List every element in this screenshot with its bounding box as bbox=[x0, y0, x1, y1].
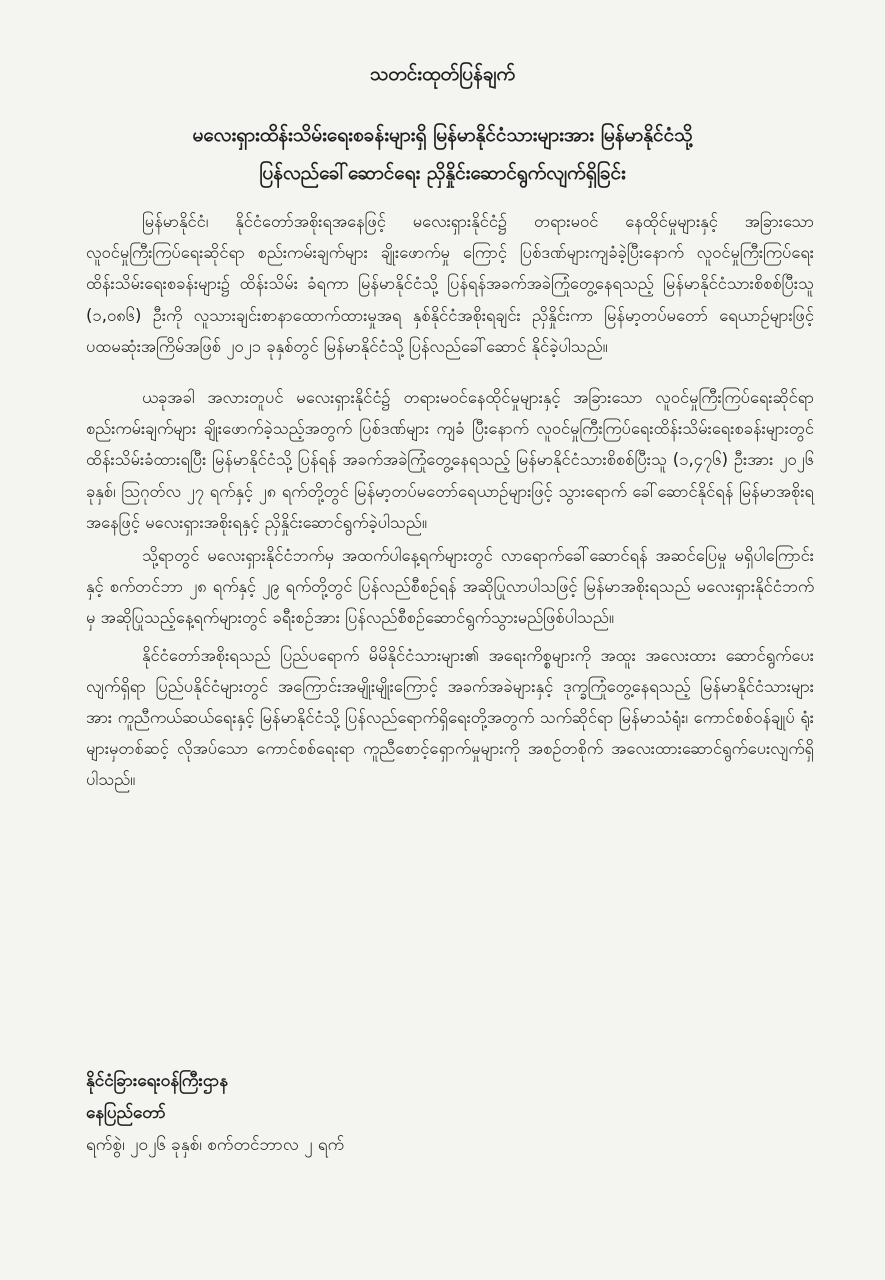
document-heading: သတင်းထုတ်ပြန်ချက် bbox=[369, 63, 516, 85]
document-subject bbox=[60, 116, 825, 192]
issuing-place: နေပြည်တော် bbox=[86, 1103, 166, 1123]
issue-date: ရက်စွဲ၊ ၂၀၂၆ ခုနှစ်၊ စက်တင်ဘာလ ၂ ရက် bbox=[86, 1135, 345, 1155]
body-paragraph: မြန်မာနိုင်ငံ၊ နိုင်ငံတော်အစိုးရအနေဖြင့် မလေးရှားနိုင်ငံ၌ တရားမဝင် နေထိုင်မှုများနှင့် အခြားသော လူဝင်မှုကြီးကြပ်ရေးဆိုင်ရာ စည်းကမ်းချက်များ ချိုးဖောက်မှု ကြောင့် ပြစ်ဒဏ်များကျခံခဲ့ပြီးနောက် လူဝင်မှုကြီးကြပ်ရေးထိန်းသိမ်းရေးစခန်းများ၌ ထိန်းသိမ်း ခံရကာ မြန်မာနိုင်ငံသို့ ပြန်ရန်အခက်အခဲကြုံတွေ့နေရသည့် မြန်မာနိုင်ငံသားစိစစ်ပြီးသူ (၁,၀၈၆) ဦးကို လူသားချင်းစာနာထောက်ထားမှုအရ နှစ်နိုင်ငံအစိုးရချင်း ညှိနှိုင်းကာ မြန်မာ့တပ်မတော် ရေယာဉ်များဖြင့် ပထမဆုံးအကြိမ်အဖြစ် ၂၀၂၁ ခုနှစ်တွင် မြန်မာနိုင်ငံသို့ ပြန်လည်ခေါ်ဆောင် နိုင်ခဲ့ပါသည်။ bbox=[86, 212, 814, 356]
signature-block bbox=[86, 1065, 686, 1161]
body-paragraph: နိုင်ငံတော်အစိုးရသည် ပြည်ပရောက် မိမိနိုင်ငံသားများ၏ အရေးကိစ္စများကို အထူး အလေးထား ဆောင်ရွက်ပေးလျက်ရှိရာ ပြည်ပနိုင်ငံများတွင် အကြောင်းအမျိုးမျိုးကြောင့် အခက်အခဲများနှင့် ဒုက္ခကြုံတွေ့နေရသည့် မြန်မာနိုင်ငံသားများအား ကူညီကယ်ဆယ်ရေးနှင့် မြန်မာနိုင်ငံသို့ ပြန်လည်ရောက်ရှိရေးတို့အတွက် သက်ဆိုင်ရာ မြန်မာသံရုံး၊ ကောင်စစ်ဝန်ချုပ် ရုံးများမှတစ်ဆင့် လိုအပ်သော ကောင်စစ်ရေးရာ ကူညီစောင့်ရှောက်မှုများကို အစဉ်တစိုက် အလေးထားဆောင်ရွက်ပေးလျက်ရှိပါသည်။ bbox=[86, 645, 814, 790]
body-paragraph: ယခုအခါ အလားတူပင် မလေးရှားနိုင်ငံ၌ တရားမဝင်နေထိုင်မှုများနှင့် အခြားသော လူဝင်မှုကြီးကြပ်ရေးဆိုင်ရာ စည်းကမ်းချက်များ ချိုးဖောက်ခဲ့သည့်အတွက် ပြစ်ဒဏ်များ ကျခံ ပြီးနောက် လူဝင်မှုကြီးကြပ်ရေးထိန်းသိမ်းရေးစခန်းများတွင် ထိန်းသိမ်းခံထားရပြီး မြန်မာနိုင်ငံသို့ ပြန်ရန် အခက်အခဲကြုံတွေ့နေရသည့် မြန်မာနိုင်ငံသားစိစစ်ပြီးသူ (၁,၄၇၆) ဦးအား ၂၀၂၆ ခုနှစ်၊ ဩဂုတ်လ ၂၇ ရက်နှင့် ၂၈ ရက်တို့တွင် မြန်မာ့တပ်မတော်ရေယာဉ်များဖြင့် သွားရောက် ခေါ်ဆောင်နိုင်ရန် မြန်မာအစိုးရအနေဖြင့် မလေးရှားအစိုးရနှင့် ညှိနှိုင်းဆောင်ရွက်ခဲ့ပါသည်။ bbox=[86, 388, 814, 532]
document-body bbox=[86, 206, 814, 796]
subject-line: မလေးရှားထိန်းသိမ်းရေးစခန်းများရှိ မြန်မာနိုင်ငံသားများအား မြန်မာနိုင်ငံသို့ bbox=[192, 124, 693, 146]
subject-line: ပြန်လည်ခေါ်ဆောင်ရေး ညှိနှိုင်းဆောင်ရွက်လျက်ရှိခြင်း bbox=[259, 162, 626, 184]
body-paragraph: သို့ရာတွင် မလေးရှားနိုင်ငံဘက်မှ အထက်ပါနေ့ရက်များတွင် လာရောက်ခေါ်ဆောင်ရန် အဆင်ပြေမှု မရှိပါကြောင်းနှင့် စက်တင်ဘာ ၂၈ ရက်နှင့် ၂၉ ရက်တို့တွင် ပြန်လည်စီစဉ်ရန် အဆိုပြုလာပါသဖြင့် မြန်မာအစိုးရသည် မလေးရှားနိုင်ငံဘက်မှ အဆိုပြုသည့်နေ့ရက်များတွင် ခရီးစဉ်အား ပြန်လည်စီစဉ်ဆောင်ရွက်သွားမည်ဖြစ်ပါသည်။ bbox=[86, 546, 814, 628]
issuing-ministry: နိုင်ငံခြားရေးဝန်ကြီးဌာန bbox=[86, 1071, 229, 1091]
